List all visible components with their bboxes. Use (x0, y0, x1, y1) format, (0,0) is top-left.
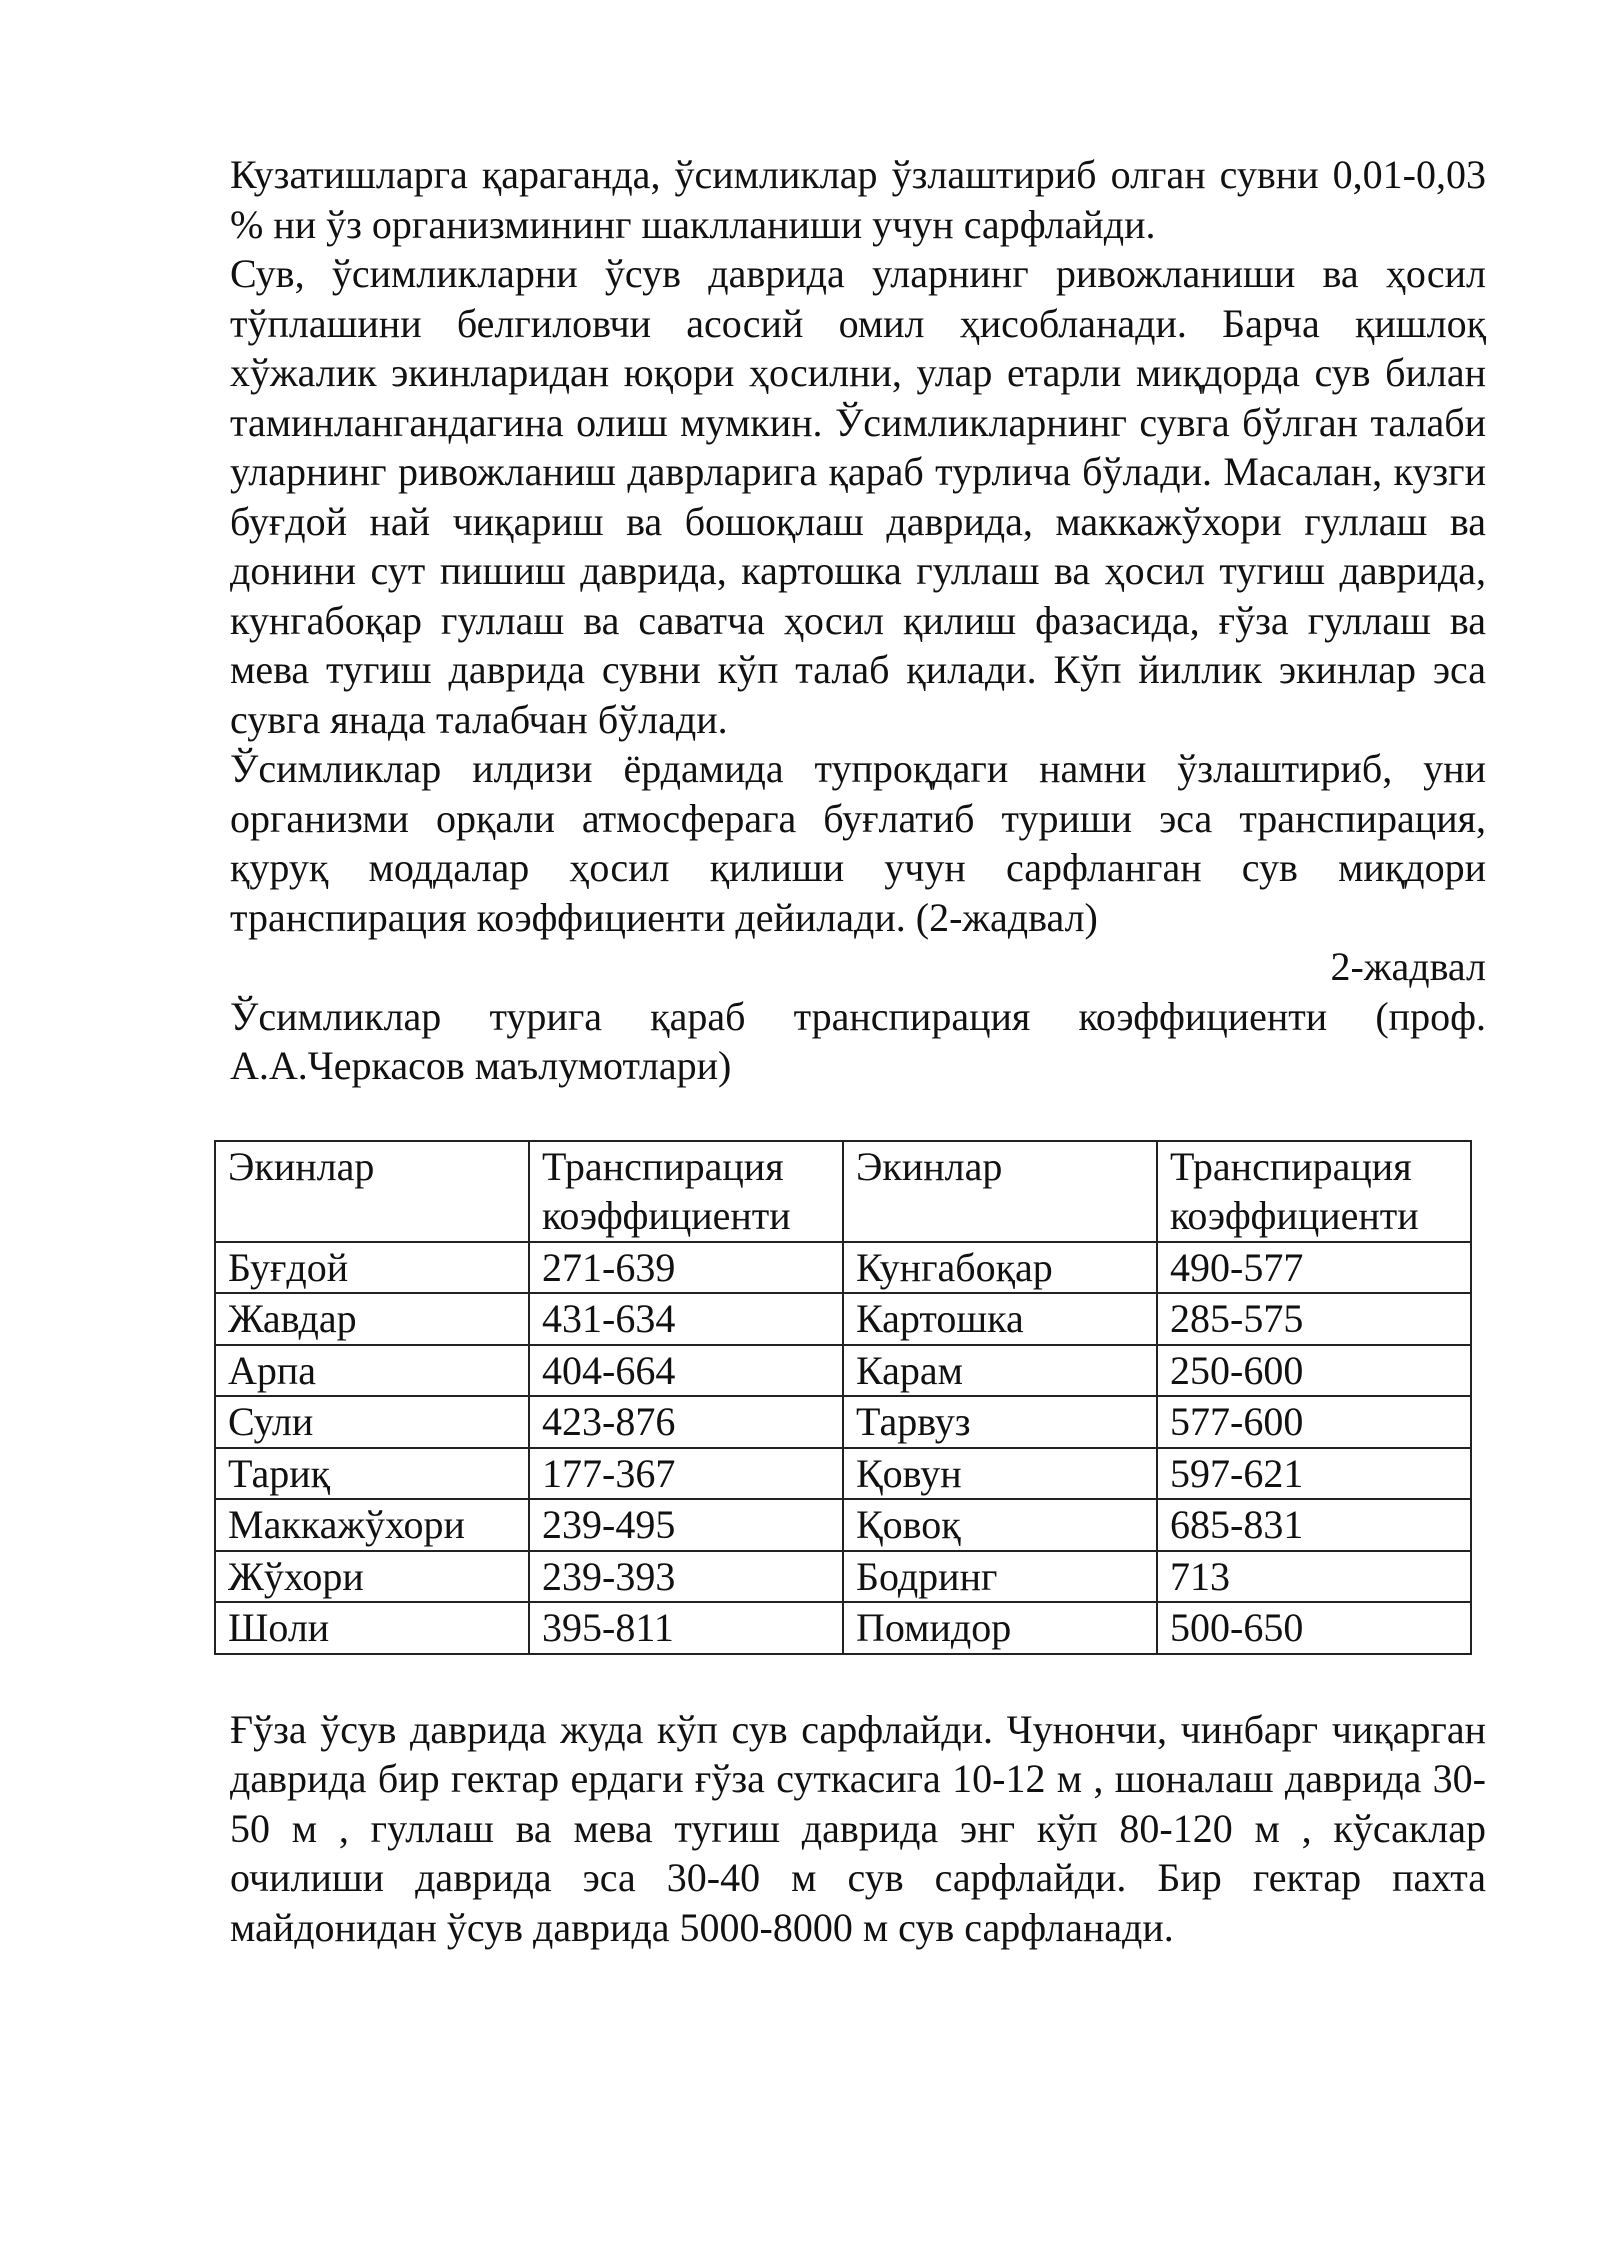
table-cell: 577-600 (1157, 1396, 1471, 1448)
table-row (215, 1551, 1471, 1603)
table-cell: 271-639 (529, 1242, 843, 1294)
table-cell: 597-621 (1157, 1448, 1471, 1500)
table-cell: Бодринг (843, 1551, 1157, 1603)
table-cell: Қовун (843, 1448, 1157, 1500)
table-cell: 395-811 (529, 1602, 843, 1654)
table-cell: 490-577 (1157, 1242, 1471, 1294)
table-cell: Кунгабоқар (843, 1242, 1157, 1294)
table-row (215, 1293, 1471, 1345)
table-cell: 423-876 (529, 1396, 843, 1448)
table-cell: 685-831 (1157, 1499, 1471, 1551)
paragraph-transpiration: Ўсимликлар илдизи ёрдамида тупроқдаги намни ўзлаштириб, уни организми орқали атмосферага буғлатиб туриши эса транспирация, қуруқ моддалар ҳосил қилиши учун сарфланган сув миқдори транспирация коэффициенти дейилади. (2-жадвал) (230, 746, 1486, 940)
table-cell: Тарвуз (843, 1396, 1157, 1448)
table-cell: Картошка (843, 1293, 1157, 1345)
table-cell: Арпа (215, 1345, 529, 1397)
table-cell: Тариқ (215, 1448, 529, 1500)
table-row (215, 1448, 1471, 1500)
table-row (215, 1396, 1471, 1448)
table-cell: Помидор (843, 1602, 1157, 1654)
table-cell: Жўхори (215, 1551, 529, 1603)
header-coefficient-2: Транспирация коэффициенти (1157, 1141, 1471, 1242)
paragraph-cotton-water: Ғўза ўсув даврида жуда кўп сув сарфлайди. Чунончи, чинбарг чиқарган даврида бир гектар ердаги ғўза суткасига 10-12 м , шоналаш даврида 30-50 м , гуллаш ва мева тугиш даврида энг кўп 80-120 м , кўсаклар очилиши даврида эса 30-40 м сув сарфлайди. Бир гектар пахта майдонидан ўсув даврида 5000-8000 м сув сарфланади. (230, 1706, 1486, 1950)
paragraph-intro: Кузатишларга қараганда, ўсимликлар ўзлаштириб олган сувни 0,01-0,03 % ни ўз организмининг шаклланиши учун сарфлайди. (230, 152, 1486, 247)
transpiration-table (214, 1140, 1472, 1655)
header-coefficient-1: Транспирация коэффициенти (529, 1141, 843, 1242)
table-cell: Сули (215, 1396, 529, 1448)
table-cell: 250-600 (1157, 1345, 1471, 1397)
table-cell: 177-367 (529, 1448, 843, 1500)
table-cell: Шоли (215, 1602, 529, 1654)
header-crop-1: Экинлар (215, 1141, 529, 1242)
transpiration-table-wrapper (214, 1140, 1472, 1655)
table-cell: Буғдой (215, 1242, 529, 1294)
table-header-row (215, 1141, 1471, 1242)
table-label: 2-жадвал (1330, 944, 1486, 989)
table-cell: Қовоқ (843, 1499, 1157, 1551)
table-cell: 285-575 (1157, 1293, 1471, 1345)
table-cell: 500-650 (1157, 1602, 1471, 1654)
header-crop-2: Экинлар (843, 1141, 1157, 1242)
table-cell: Жавдар (215, 1293, 529, 1345)
table-cell: 713 (1157, 1551, 1471, 1603)
table-cell: Карам (843, 1345, 1157, 1397)
table-row (215, 1345, 1471, 1397)
document-page (230, 150, 1486, 1952)
table-row (215, 1242, 1471, 1294)
table-cell: 239-393 (529, 1551, 843, 1603)
table-caption: Ўсимликлар турига қараб транспирация коэффициенти (проф. А.А.Черкасов маълумотлари) (230, 993, 1486, 1088)
table-row (215, 1602, 1471, 1654)
table-row (215, 1499, 1471, 1551)
table-cell: Маккажўхори (215, 1499, 529, 1551)
table-cell: 239-495 (529, 1499, 843, 1551)
table-cell: 431-634 (529, 1293, 843, 1345)
paragraph-water-needs: Сув, ўсимликларни ўсув даврида уларнинг ривожланиши ва ҳосил тўплашини белгиловчи асосий омил ҳисобланади. Барча қишлоқ хўжалик экинларидан юқори ҳосилни, улар етарли миқдорда сув билан таминлангандагина олиш мумкин. Ўсимликларнинг сувга бўлган талаби уларнинг ривожланиш даврларига қараб турлича бўлади. Масалан, кузги буғдой най чиқариш ва бошоқлаш даврида, маккажўхори гуллаш ва донини сут пишиш даврида, картошка гуллаш ва ҳосил тугиш даврида, кунгабоқар гуллаш ва саватча ҳосил қилиш фазасида, ғўза гуллаш ва мева тугиш даврида сувни кўп талаб қилади. Кўп йиллик экинлар эса сувга янада талабчан бўлади. (230, 251, 1486, 742)
table-cell: 404-664 (529, 1345, 843, 1397)
